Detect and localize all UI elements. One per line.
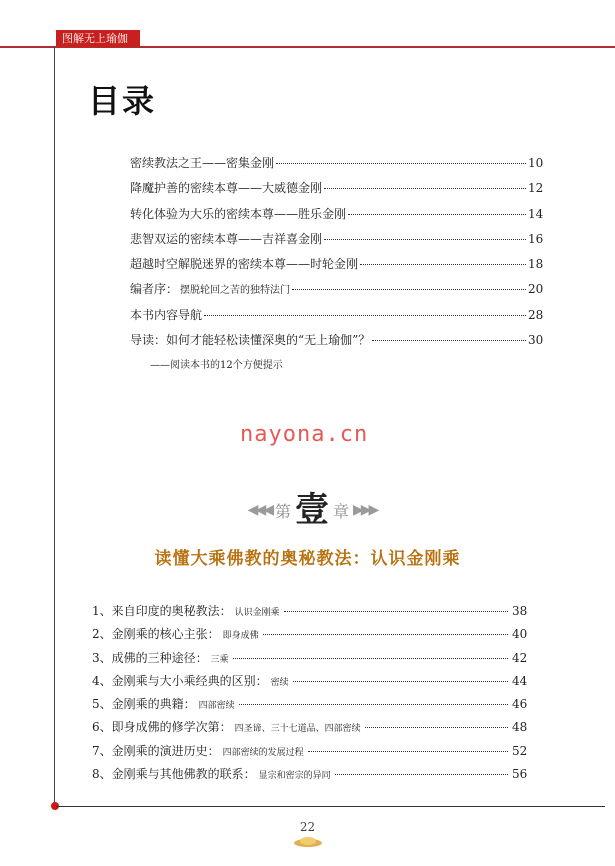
section-item-page: 38 (512, 604, 528, 618)
section-item-subtitle: 即身成佛 (222, 631, 259, 642)
toc-item-page: 18 (528, 257, 544, 272)
section-item-page: 56 (512, 767, 528, 782)
footer-rule (56, 806, 605, 807)
page-title: 目录 (88, 82, 157, 120)
section-item-subtitle: 显宗和密宗的异同 (258, 771, 331, 782)
section-item-subtitle: 密续 (270, 677, 289, 688)
toc-list (130, 154, 542, 376)
toc-item-page: 12 (528, 181, 544, 196)
section-item-subtitle: 三乘 (210, 654, 229, 665)
leader-dots (348, 214, 526, 215)
toc-item-page: 14 (528, 206, 544, 221)
watermark: nayona.cn (240, 422, 369, 447)
chapter-prefix: 第 (274, 501, 291, 521)
toc-item[interactable] (130, 154, 542, 179)
toc-item[interactable] (130, 306, 542, 331)
chapter-suffix: 章 (333, 501, 350, 521)
toc-item[interactable] (130, 230, 542, 255)
leader-dots (308, 751, 508, 752)
section-item-subtitle: 四部密续 (198, 701, 235, 712)
section-item[interactable] (92, 695, 526, 718)
leader-dots (293, 681, 508, 682)
toc-item-title: 超越时空解脱迷界的密续本尊——时轮金刚 (130, 257, 359, 272)
toc-item-page: 30 (528, 333, 544, 348)
leader-dots (324, 239, 526, 240)
leader-dots (360, 264, 526, 265)
leader-dots (263, 634, 508, 635)
section-item-title: 4、金刚乘与大小乘经典的区别： (92, 673, 268, 688)
section-item-page: 44 (512, 673, 528, 688)
section-item[interactable] (92, 742, 526, 765)
toc-item-note: ——阅读本书的12个方便提示 (150, 360, 283, 372)
section-item-title: 7、金刚乘的演进历史： (92, 743, 220, 758)
section-item-page: 48 (512, 720, 528, 735)
toc-item-title: 编者序： (130, 282, 179, 297)
left-margin-rule (54, 46, 55, 806)
toc-item-subtitle: 摆脱轮回之苦的独特法门 (180, 285, 291, 297)
section-item-page: 52 (512, 743, 528, 758)
toc-item-page: 16 (528, 231, 544, 246)
leader-dots (292, 289, 526, 290)
toc-item-page: 10 (528, 156, 544, 170)
toc-item-title: 导读：如何才能轻松读懂深奥的“无上瑜伽”？ (130, 333, 371, 348)
leader-dots (335, 774, 508, 775)
toc-item-title: 悲智双运的密续本尊——吉祥喜金刚 (130, 231, 323, 246)
section-item[interactable] (92, 649, 526, 672)
toc-item-title: 降魔护善的密续本尊——大威德金刚 (130, 181, 323, 196)
right-arrows-icon: ▶▶▶ (353, 502, 377, 518)
section-item[interactable] (92, 602, 526, 625)
leader-dots (276, 163, 526, 164)
leader-dots (284, 611, 508, 612)
section-item-title: 8、金刚乘与其他佛教的联系： (92, 767, 256, 782)
toc-item-page: 20 (528, 282, 544, 297)
leader-dots (239, 704, 508, 705)
chapter-number: 壹 (295, 490, 329, 530)
toc-item-title: 密续教法之王——密集金刚 (130, 156, 275, 170)
chapter-heading (222, 490, 402, 530)
section-item-subtitle: 四圣谛、三十七道品、四部密续 (234, 724, 361, 735)
leader-dots (233, 658, 508, 659)
leader-dots (365, 727, 508, 728)
section-list (92, 602, 526, 788)
section-item[interactable] (92, 672, 526, 695)
page-number: 22 (299, 820, 316, 834)
section-item-subtitle: 认识金刚乘 (234, 608, 280, 618)
book-title-tab: 图解无上瑜伽 (56, 30, 140, 47)
toc-item[interactable] (130, 179, 542, 204)
lotus-ornament-icon (293, 836, 323, 848)
section-item-title: 3、成佛的三种途径： (92, 650, 208, 665)
section-item-title: 6、即身成佛的修学次第： (92, 720, 232, 735)
toc-item-page: 28 (528, 307, 544, 322)
toc-item-title: 转化体验为大乐的密续本尊——胜乐金刚 (130, 206, 347, 221)
toc-item[interactable] (130, 280, 542, 305)
toc-item[interactable] (130, 255, 542, 280)
leader-dots (324, 188, 526, 189)
section-item-page: 40 (512, 627, 528, 642)
toc-item[interactable] (130, 205, 542, 230)
section-item[interactable] (92, 625, 526, 648)
chapter-title: 读懂大乘佛教的奥秘教法：认识金刚乘 (154, 549, 461, 569)
left-arrows-icon: ◀◀◀ (247, 502, 271, 518)
section-item[interactable] (92, 765, 526, 788)
section-item[interactable] (92, 718, 526, 741)
section-item-title: 1、来自印度的奥秘教法： (92, 604, 232, 618)
leader-dots (204, 315, 526, 316)
leader-dots (372, 340, 526, 341)
section-item-page: 46 (512, 697, 528, 712)
toc-item[interactable] (130, 331, 542, 356)
section-item-title: 2、金刚乘的核心主张： (92, 627, 220, 642)
section-item-subtitle: 四部密续的发展过程 (222, 747, 304, 758)
section-item-page: 42 (512, 650, 528, 665)
section-item-title: 5、金刚乘的典籍： (92, 697, 196, 712)
toc-item-title: 本书内容导航 (130, 307, 203, 322)
